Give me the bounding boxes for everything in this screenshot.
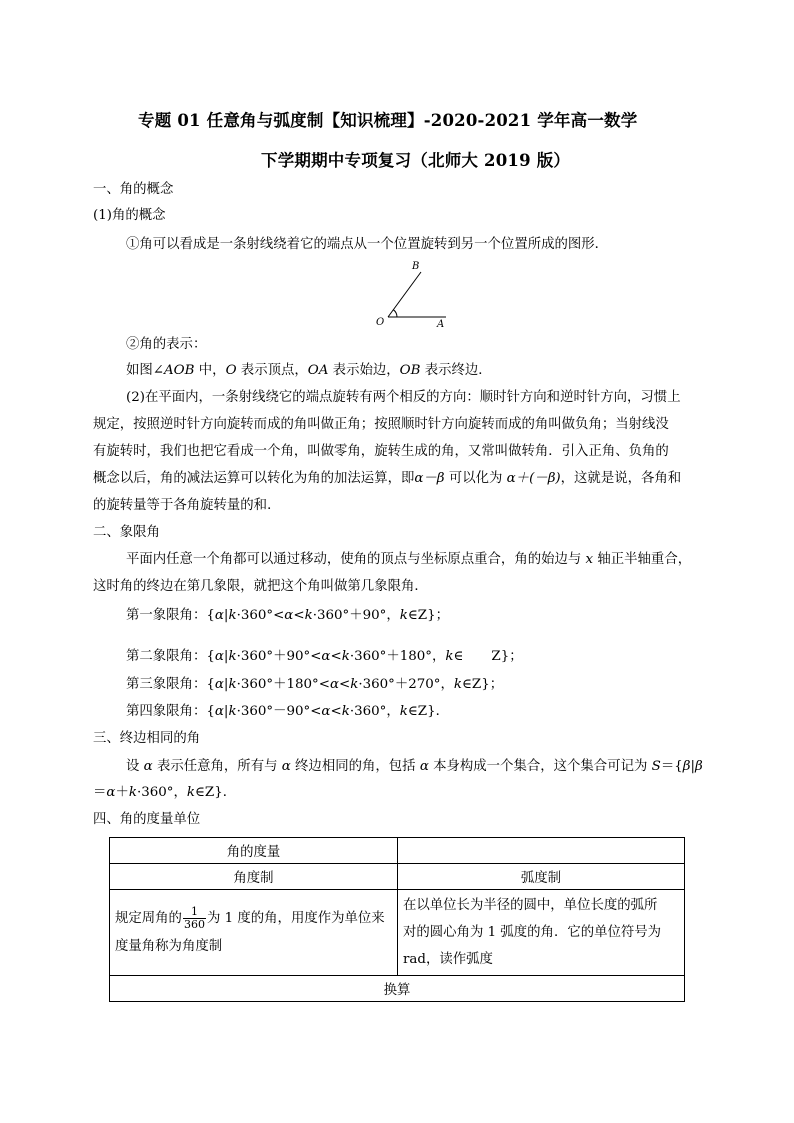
rotation-para-line-4: 概念以后，角的减法运算可以转化为角的加法运算，即α－β 可以化为 α＋(－β)，这就是说，各角和 bbox=[93, 471, 682, 486]
label-o: O bbox=[376, 317, 385, 328]
angle-notation-heading: ②角的表示： bbox=[126, 337, 207, 352]
table-row bbox=[110, 864, 685, 890]
rotation-para-line-1: (2)在平面内，一条射线绕它的端点旋转有两个相反的方向：顺时针方向和逆时针方向，习惯上 bbox=[126, 390, 681, 405]
section-4-heading: 四、角的度量单位 bbox=[93, 812, 201, 827]
table-cell-text: 角的度量 bbox=[226, 845, 281, 860]
quadrant-para-line-2: 这时角的终边在第几象限，就把这个角叫做第几象限角． bbox=[93, 579, 428, 594]
rotation-para-line-5: 的旋转量等于各角旋转量的和． bbox=[93, 498, 281, 513]
angle-figure bbox=[372, 258, 462, 330]
label-b: B bbox=[412, 261, 420, 272]
table-header-radian bbox=[398, 864, 685, 890]
table-cell-text: 弧度制 bbox=[520, 871, 562, 886]
table-cell-measure bbox=[110, 838, 398, 864]
table-row bbox=[110, 838, 685, 864]
title-line-1: 专题 01 任意角与弧度制【知识梳理】-2020-2021 学年高一数学 bbox=[138, 111, 638, 130]
table-row bbox=[110, 976, 685, 1002]
rotation-para-line-3: 有旋转时，我们也把它看成一个角，叫做零角，旋转生成的角，又常叫做转角．引入正角、负角的 bbox=[93, 444, 669, 459]
coterminal-line-1: 设 α 表示任意角，所有与 α 终边相同的角，包括 α 本身构成一个集合，这个集合可记为 S＝{β|β bbox=[126, 759, 703, 774]
section-1-heading: 一、角的概念 bbox=[93, 182, 174, 197]
angle-notation-text: 如图∠AOB 中，O 表示顶点，OA 表示始边，OB 表示终边． bbox=[126, 363, 492, 378]
label-a: A bbox=[437, 319, 445, 330]
angle-definition: ①角可以看成是一条射线绕着它的端点从一个位置旋转到另一个位置所成的图形． bbox=[126, 237, 609, 252]
table-cell-empty bbox=[398, 838, 685, 864]
section-3-heading: 三、终边相同的角 bbox=[93, 731, 201, 746]
section-2-heading: 二、象限角 bbox=[93, 525, 160, 540]
table-cell-text: 角度制 bbox=[233, 871, 274, 886]
coterminal-line-2: ＝α＋k·360°，k∈Z}． bbox=[93, 785, 237, 800]
table-row bbox=[110, 890, 685, 976]
table-cell-degree-def: 规定周角的 $\frac{1}{360}$ 为 1 度的角，用度作为单位来 度量角称为角度制 bbox=[110, 890, 398, 976]
table-cell-conversion bbox=[110, 976, 685, 1002]
quadrant-3-set: 第三象限角：{α|k·360°＋180°<α<k·360°＋270°，k∈Z}； bbox=[126, 677, 504, 692]
section-1-subheading: (1)角的概念 bbox=[93, 208, 166, 223]
title-line-2: 下学期期中专项复习（北师大 2019 版） bbox=[261, 151, 571, 170]
ray-ob bbox=[388, 272, 421, 317]
quadrant-para-line-1: 平面内任意一个角都可以通过移动，使角的顶点与坐标原点重合，角的始边与 x 轴正半轴重合， bbox=[126, 552, 692, 567]
table-cell-radian-def: 在以单位长为半径的圆中，单位长度的弧所 对的圆心角为 1 弧度的角．它的单位符号为 rad，读作弧度 bbox=[398, 890, 685, 976]
quadrant-1-set: 第一象限角：{α|k·360°<α<k·360°＋90°，k∈Z}； bbox=[126, 608, 449, 623]
quadrant-4-set: 第四象限角：{α|k·360°－90°<α<k·360°，k∈Z}． bbox=[126, 704, 449, 719]
table-header-degree bbox=[110, 864, 398, 890]
rotation-para-line-2: 规定，按照逆时针方向旋转而成的角叫做正角；按照顺时针方向旋转而成的角叫做负角；当射线没 bbox=[93, 417, 669, 432]
angle-units-table bbox=[109, 837, 685, 1002]
table-cell-text: 换算 bbox=[383, 983, 411, 998]
fraction: $\frac{1}{360}$ bbox=[183, 904, 205, 931]
quadrant-2-set: 第二象限角：{α|k·360°＋90°<α<k·360°＋180°，k∈ Z}； bbox=[126, 649, 523, 664]
angle-arc bbox=[394, 310, 398, 317]
